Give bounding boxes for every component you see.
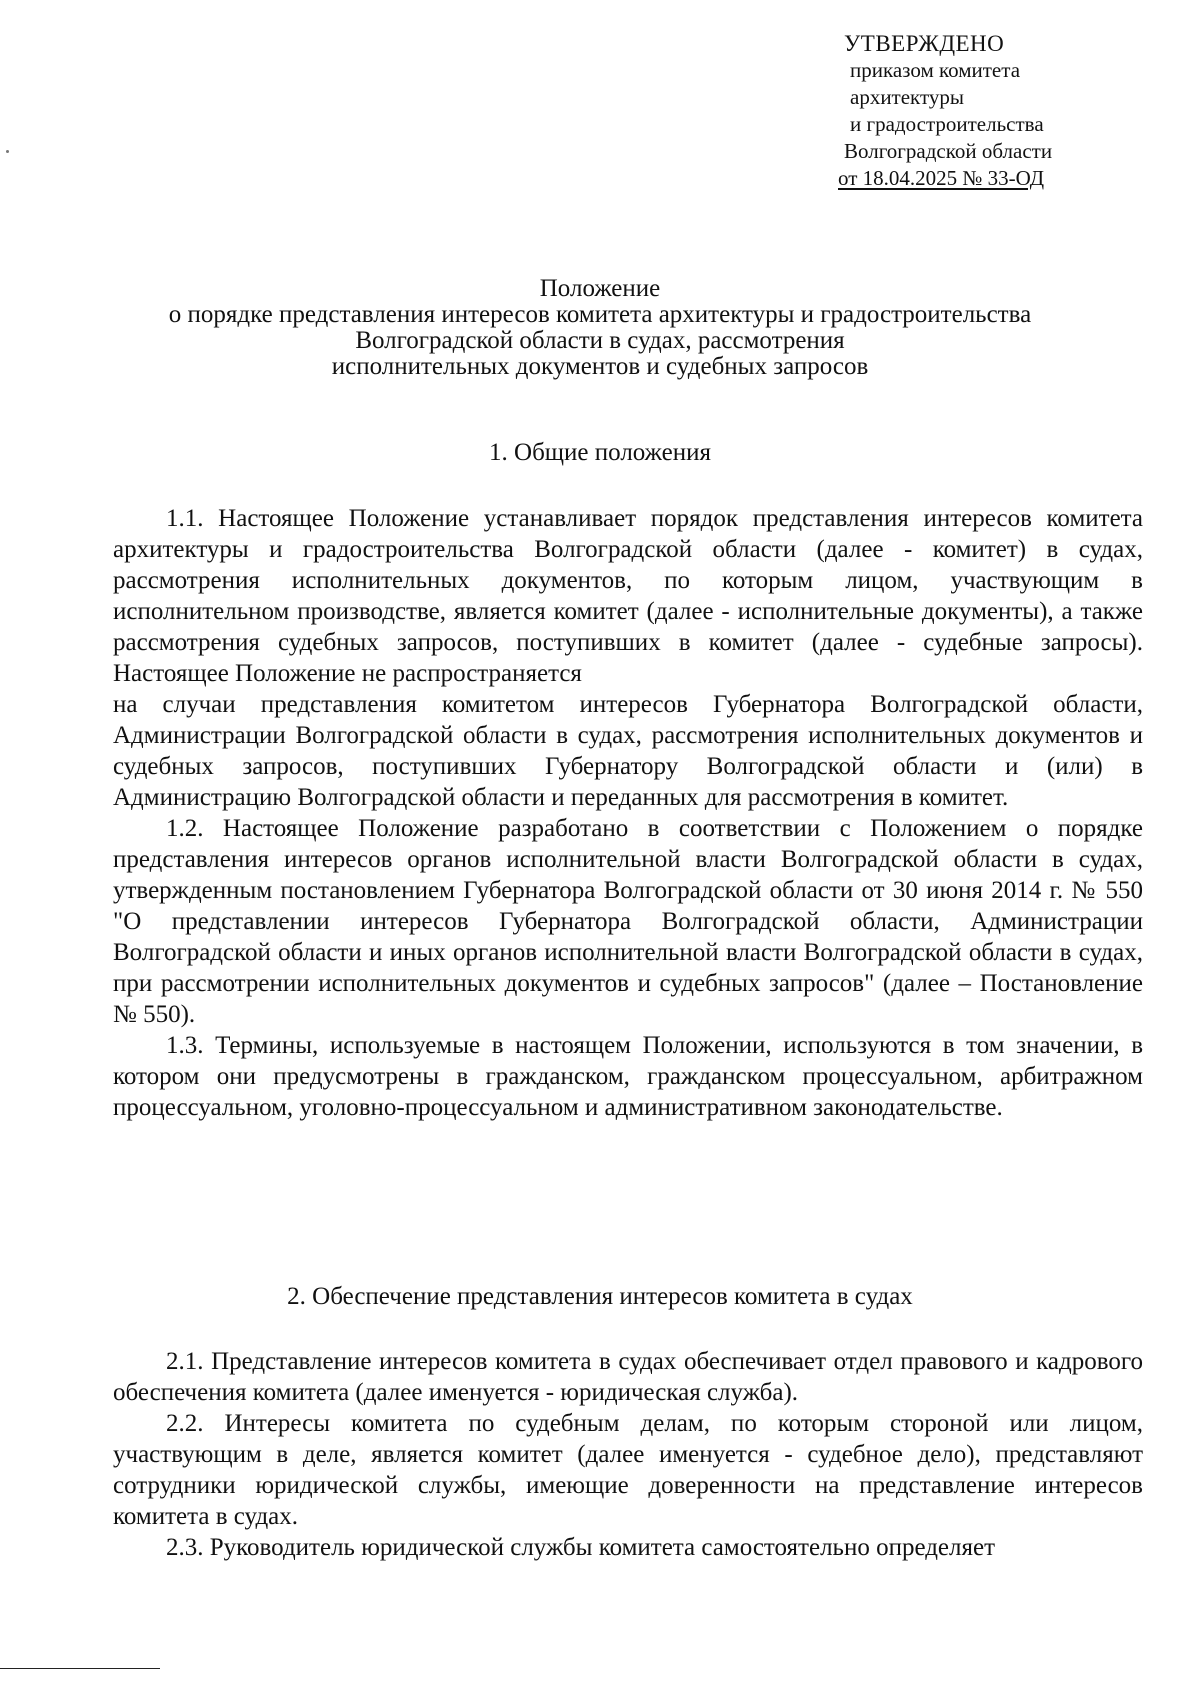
approval-line-4: Волгоградской области <box>844 139 1053 163</box>
title-line-3: Волгоградской области в судах, рассмотрения <box>355 327 845 354</box>
section-2-body <box>113 1346 1143 1563</box>
paragraph-2-1: 2.1. Представление интересов комитета в судах обеспечивает отдел правового и кадрового обеспечения комитета (далее именуется - юридическая служба). <box>113 1348 1143 1406</box>
section-1-body <box>113 503 1143 1123</box>
document-title <box>100 276 1100 380</box>
approval-line-2: архитектуры <box>850 85 964 109</box>
approval-stamp <box>838 30 1138 192</box>
approval-line-1: приказом комитета <box>850 58 1021 82</box>
paragraph-2-3: 2.3. Руководитель юридической службы комитета самостоятельно определяет <box>166 1534 996 1561</box>
paragraph-2-2: 2.2. Интересы комитета по судебным делам, по которым стороной или лицом, участвующим в деле, является комитет (далее именуется - судебное дело), представляют сотрудники юридической службы, имеющие доверенности на представление интересов комитета в судах. <box>113 1410 1143 1530</box>
section-2-heading: 2. Обеспечение представления интересов комитета в судах <box>287 1283 913 1310</box>
title-line-1: Положение <box>539 275 661 302</box>
scan-mark <box>6 150 9 153</box>
title-line-4: исполнительных документов и судебных запросов <box>331 353 869 380</box>
approval-order-number: от 18.04.2025 № 33-ОД <box>838 166 1045 190</box>
section-1-heading: 1. Общие положения <box>489 439 711 466</box>
paragraph-1-1a: 1.1. Настоящее Положение устанавливает порядок представления интересов комитета архитектуры и градостроительства Волгоградской области (далее - комитет) в судах, рассмотрения исполнительных документов, по которым лицом, участвующим в исполнительном производстве, является комитет (далее - исполнительные документы), а также рассмотрения судебных запросов, поступивших в комитет (далее - судебные запросы). Настоящее Положение не распространяется <box>113 505 1143 687</box>
paragraph-1-3: 1.3. Термины, используемые в настоящем Положении, используются в том значении, в котором они предусмотрены в гражданском, гражданском процессуальном, арбитражном процессуальном, уголовно-процессуальном и административном законодательстве. <box>113 1032 1143 1121</box>
paragraph-1-2: 1.2. Настоящее Положение разработано в соответствии с Положением о порядке представления интересов органов исполнительной власти Волгоградской области в судах, утвержденным постановлением Губернатора Волгоградской области от 30 июня 2014 г. № 550 "О представлении интересов Губернатора Волгоградской области, Администрации Волгоградской области и иных органов исполнительной власти Волгоградской области в судах, при рассмотрении исполнительных документов и судебных запросов" (далее – Постановление № 550). <box>113 815 1143 1028</box>
paragraph-1-1b: на случаи представления комитетом интересов Губернатора Волгоградской области, Администрации Волгоградской области в судах, рассмотрения исполнительных документов и судебных запросов, поступивших Губернатору Волгоградской области и (или) в Администрацию Волгоградской области и переданных для рассмотрения в комитет. <box>113 691 1143 811</box>
approval-line-3: и градостроительства <box>850 112 1044 136</box>
footer-rule <box>0 1668 160 1669</box>
approval-heading: УТВЕРЖДЕНО <box>844 31 1005 56</box>
title-line-2: о порядке представления интересов комитета архитектуры и градостроительства <box>168 301 1032 328</box>
